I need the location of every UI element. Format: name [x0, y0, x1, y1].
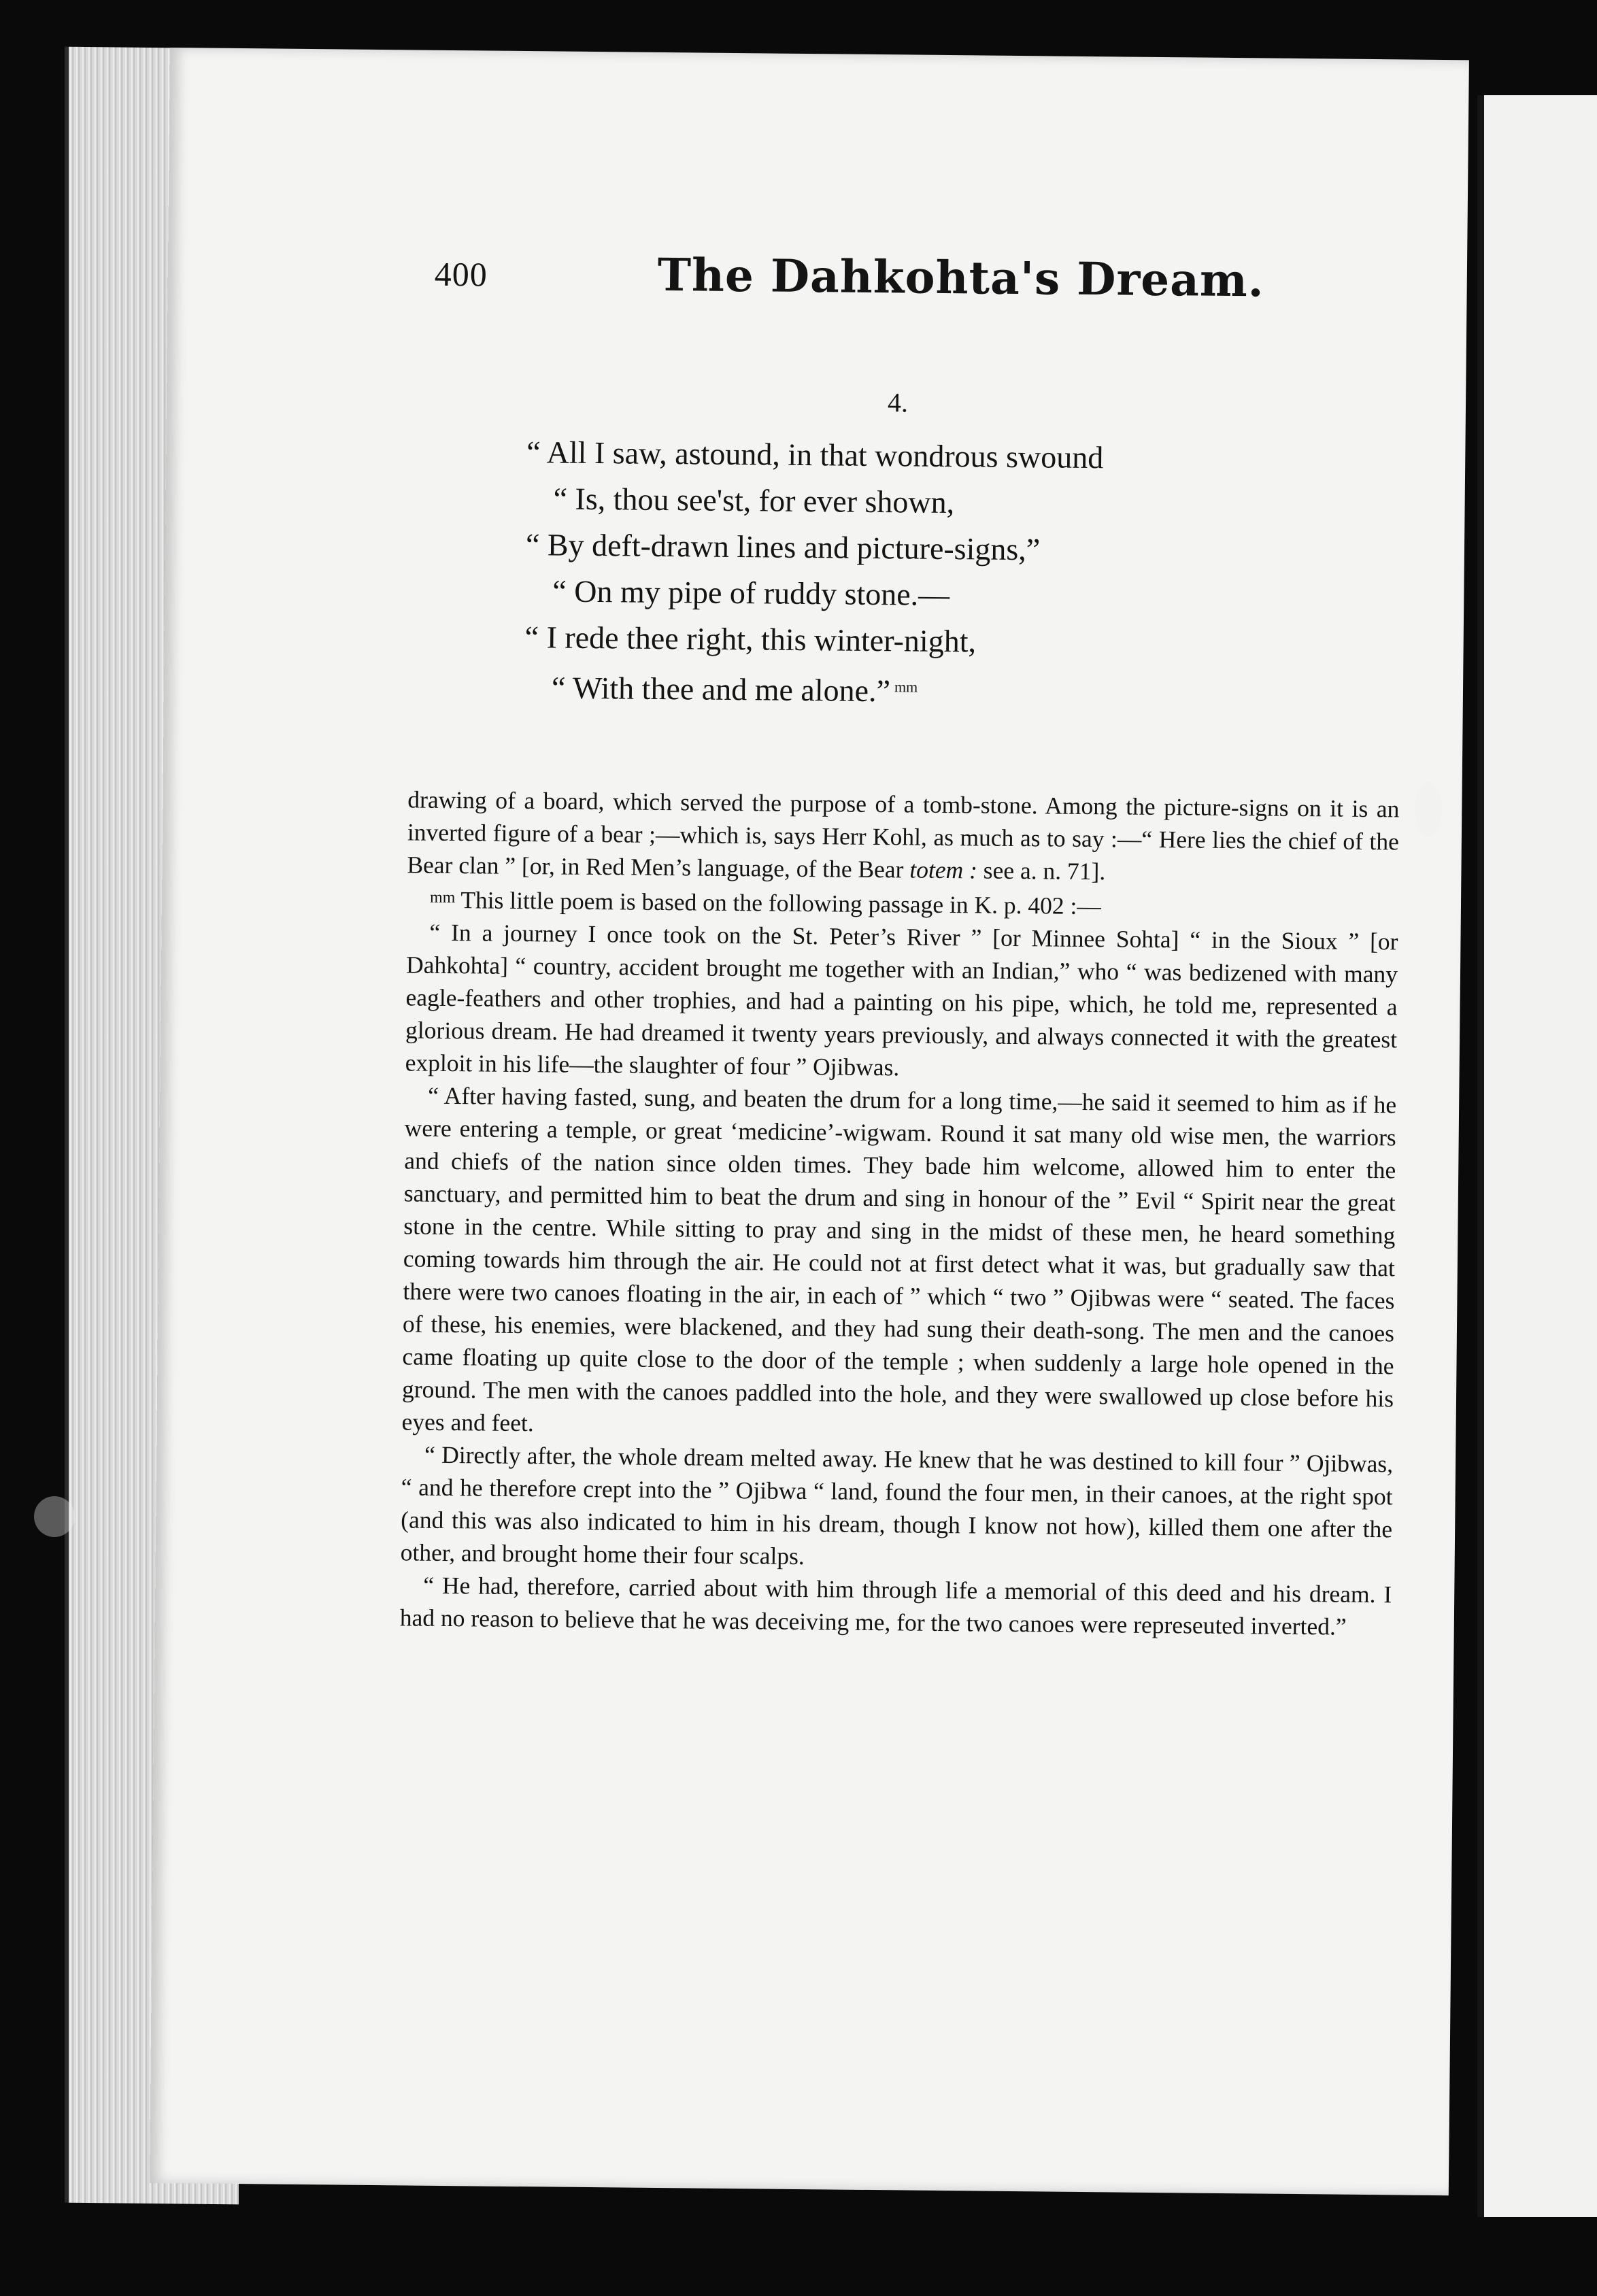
note-paragraph: “ Directly after, the whole dream melted away. He knew that he was destined to kill four ” Ojibwas, “ and he therefore crept into the ” Ojibwa “ land, found the four men, in their canoes, at the right spot (and this was also indicated to him in his dream, though I know not how), killed them one after the other, and brought home their four scalps. — [400, 1440, 1394, 1570]
note-italic-text: totem : — [909, 856, 978, 884]
book-page — [150, 48, 1469, 2195]
footnote-marker: mm — [894, 678, 918, 696]
note-paragraph: “ He had, therefore, carried about with him through life a memorial of this deed and his dream. I had no reason to believe that he was deceiving me, for the two canoes were represeuted inverted.” — [399, 1571, 1392, 1640]
note-paragraph — [407, 783, 1399, 890]
note-text: drawing of a board, which served the purpose of a tomb-stone. Among the picture-signs on it is an inverted figure of a bear ;—which is, says Herr Kohl, as much as to say :—“ Here lies the chief of the Bear clan ” [or, in Red Men’s language, of the Bear — [407, 786, 1400, 883]
footnotes — [400, 783, 1400, 1643]
poem-line-last — [524, 660, 1102, 716]
poem-line: “ All I saw, astound, in that wondrous swound — [526, 435, 1104, 475]
note-paragraph: “ After having fasted, sung, and beaten the drum for a long time,—he said it seemed to him as if he were entering a temple, or great ‘medicine’-wigwam. Round it sat many old wise men, the warriors and chiefs of the nation since olden times. They bade him welcome, allowed him to enter the sanctuary, and permitted him to beat the drum and sing in honour of the ” Evil “ Spirit near the great stone in the centre. While sitting to pray and sing in the midst of these men, he heard something coming towards him through the air. He could not at first detect what it was, but gradually saw that there were two canoes floating in the air, in each of ” which “ two ” Ojibwas were “ seated. The faces of these, his enemies, were blackened, and they had sung their death-song. The men and the canoes came floating up quite close to the door of the temple ; when suddenly a large hole opened in the ground. The men with the canoes paddled into the hole, and they were swallowed up close before his eyes and feet. — [401, 1081, 1397, 1437]
running-title: The Dahkohta's Dream. — [657, 248, 1265, 307]
note-text: see a. n. 71]. — [977, 856, 1106, 885]
poem-line: “ By deft-drawn lines and picture-signs,” — [525, 527, 1041, 567]
page-number: 400 — [434, 254, 488, 294]
poem-line: “ Is, thou see'st, for ever shown, — [553, 481, 955, 520]
note-text: This little poem is based on the following passage in K. p. 402 :— — [460, 886, 1102, 920]
stanza-number: 4. — [887, 387, 909, 418]
scan-artifact — [1415, 782, 1442, 837]
poem-line-text: “ With thee and me alone.” — [551, 670, 891, 709]
note-paragraph: “ In a journey I once took on the St. Peter’s River ” [or Minnee Sohta] “ in the Sioux ” [or Dahkohta] “ country, accident brought me together with an Indian,” who “ was bedizened with many eagle-feathers and other trophies, and had a painting on his pipe, which, he told me, represented a glorious dream. He had dreamed it twenty years previously, and always connected it with the greatest exploit in his life—the slaughter of four ” Ojibwas. — [405, 918, 1398, 1081]
footnote-label: mm — [429, 888, 456, 907]
poem-stanza — [524, 429, 1104, 716]
facing-page-edge — [1477, 95, 1597, 2217]
poem-line: “ On my pipe of ruddy stone.— — [552, 573, 950, 613]
scan-artifact — [34, 1496, 75, 1537]
poem-line: “ I rede thee right, this winter-night, — [524, 620, 977, 659]
